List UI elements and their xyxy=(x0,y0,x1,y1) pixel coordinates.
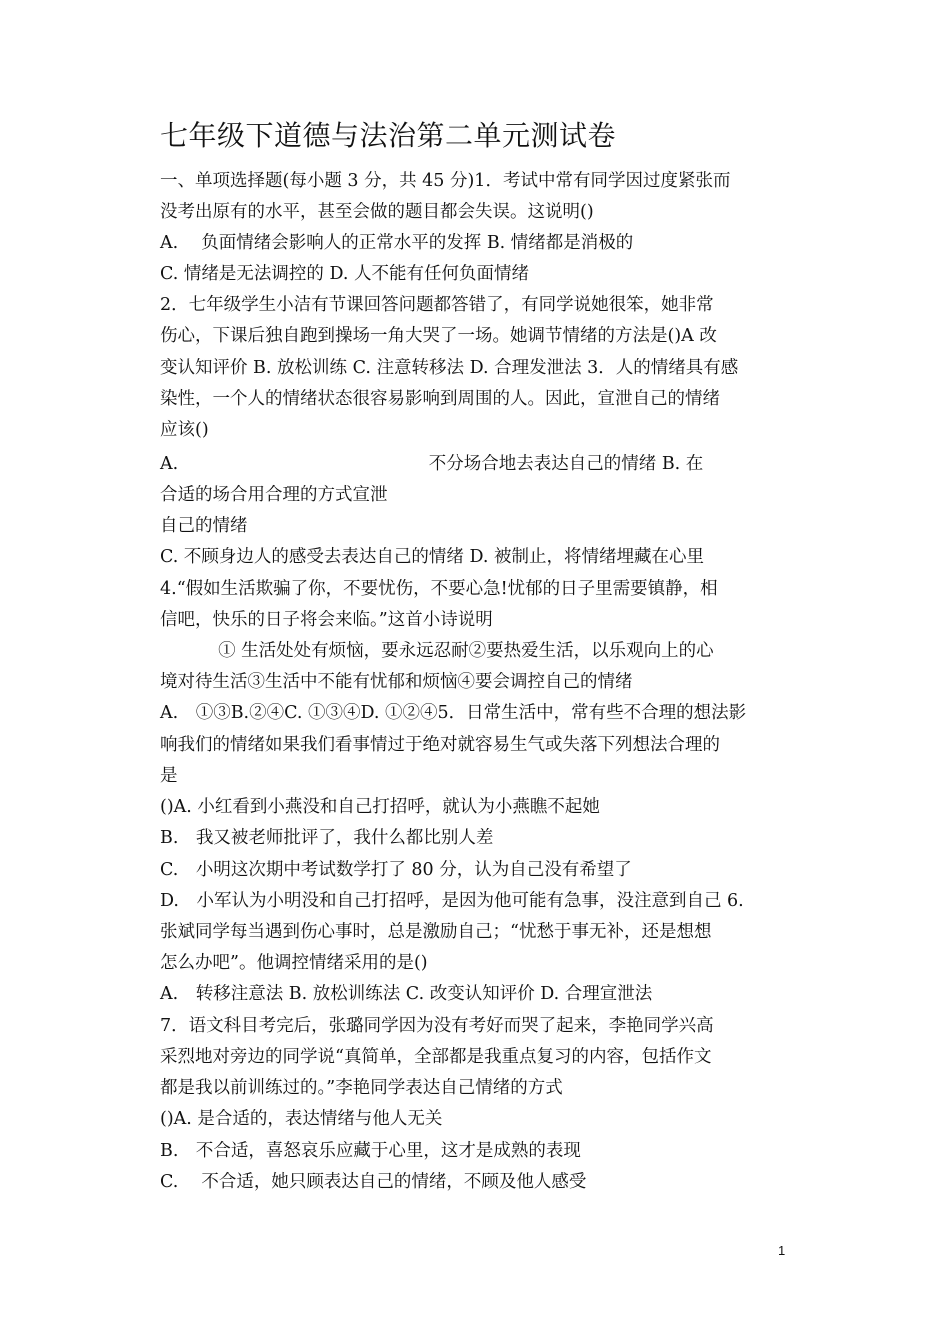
text-line: 一、单项选择题(每小题 3 分，共 45 分)1．考试中常有同学因过度紧张而 xyxy=(160,171,731,191)
text-line: A. 不分场合地去表达自己的情绪 B. 在 xyxy=(160,454,704,474)
text-line: C. 不合适，她只顾表达自己的情绪，不顾及他人感受 xyxy=(160,1172,587,1192)
text-line: 响我们的情绪如果我们看事情过于绝对就容易生气或失落下列想法合理的 xyxy=(160,735,720,755)
text-line: D. 小军认为小明没和自己打招呼，是因为他可能有急事，没注意到自己 6. xyxy=(160,891,744,911)
text-line: B. 不合适，喜怒哀乐应藏于心里，这才是成熟的表现 xyxy=(160,1141,581,1161)
text-line: 采烈地对旁边的同学说“真简单，全部都是我重点复习的内容，包括作文 xyxy=(160,1047,712,1067)
document-title: 七年级下道德与法治第二单元测试卷 xyxy=(160,119,617,152)
text-line: A. ①③B.②④C. ①③④D. ①②④5．日常生活中，常有些不合理的想法影 xyxy=(160,703,747,723)
text-line: 合适的场合用合理的方式宣泄 xyxy=(160,485,388,505)
text-line: 2．七年级学生小洁有节课回答问题都答错了，有同学说她很笨，她非常 xyxy=(160,295,714,315)
text-line: 应该() xyxy=(160,420,209,440)
text-line: 境对待生活③生活中不能有忧郁和烦恼④要会调控自己的情绪 xyxy=(160,672,633,692)
text-line: 怎么办吧”。他调控情绪采用的是() xyxy=(160,953,428,973)
text-line: C. 不顾身边人的感受去表达自己的情绪 D. 被制止，将情绪埋藏在心里 xyxy=(160,547,704,567)
text-line: 信吧，快乐的日子将会来临。”这首小诗说明 xyxy=(160,610,493,630)
text-line: 都是我以前训练过的。”李艳同学表达自己情绪的方式 xyxy=(160,1078,563,1098)
text-line: 伤心，下课后独自跑到操场一角大哭了一场。她调节情绪的方法是()A 改 xyxy=(160,326,717,346)
text-line: A. 转移注意法 B. 放松训练法 C. 改变认知评价 D. 合理宣泄法 xyxy=(160,984,653,1004)
text-line: 是 xyxy=(160,766,178,786)
page-number: 1 xyxy=(778,1243,786,1258)
text-line: ()A. 是合适的，表达情绪与他人无关 xyxy=(160,1109,443,1129)
text-line: 变认知评价 B. 放松训练 C. 注意转移法 D. 合理发泄法 3．人的情绪具有感 xyxy=(160,358,739,378)
text-line: ()A. 小红看到小燕没和自己打招呼，就认为小燕瞧不起她 xyxy=(160,797,600,817)
text-line: 7．语文科目考完后，张璐同学因为没有考好而哭了起来，李艳同学兴高 xyxy=(160,1016,714,1036)
text-line: 染性，一个人的情绪状态很容易影响到周围的人。因此，宣泄自己的情绪 xyxy=(160,389,720,409)
text-line: B. 我又被老师批评了，我什么都比别人差 xyxy=(160,828,494,848)
text-line: 张斌同学每当遇到伤心事时，总是激励自己；“忧愁于事无补，还是想想 xyxy=(160,922,712,942)
text-line: ① 生活处处有烦恼，要永远忍耐②要热爱生活，以乐观向上的心 xyxy=(160,641,714,661)
text-line: C. 小明这次期中考试数学打了 80 分，认为自己没有希望了 xyxy=(160,860,632,880)
text-line: 4.“假如生活欺骗了你，不要忧伤，不要心急!忧郁的日子里需要镇静，相 xyxy=(160,579,718,599)
text-line: A. 负面情绪会影响人的正常水平的发挥 B. 情绪都是消极的 xyxy=(160,233,634,253)
text-line: 自己的情绪 xyxy=(160,516,248,536)
text-line: C. 情绪是无法调控的 D. 人不能有任何负面情绪 xyxy=(160,264,529,284)
text-line: 没考出原有的水平，甚至会做的题目都会失误。这说明() xyxy=(160,202,594,222)
